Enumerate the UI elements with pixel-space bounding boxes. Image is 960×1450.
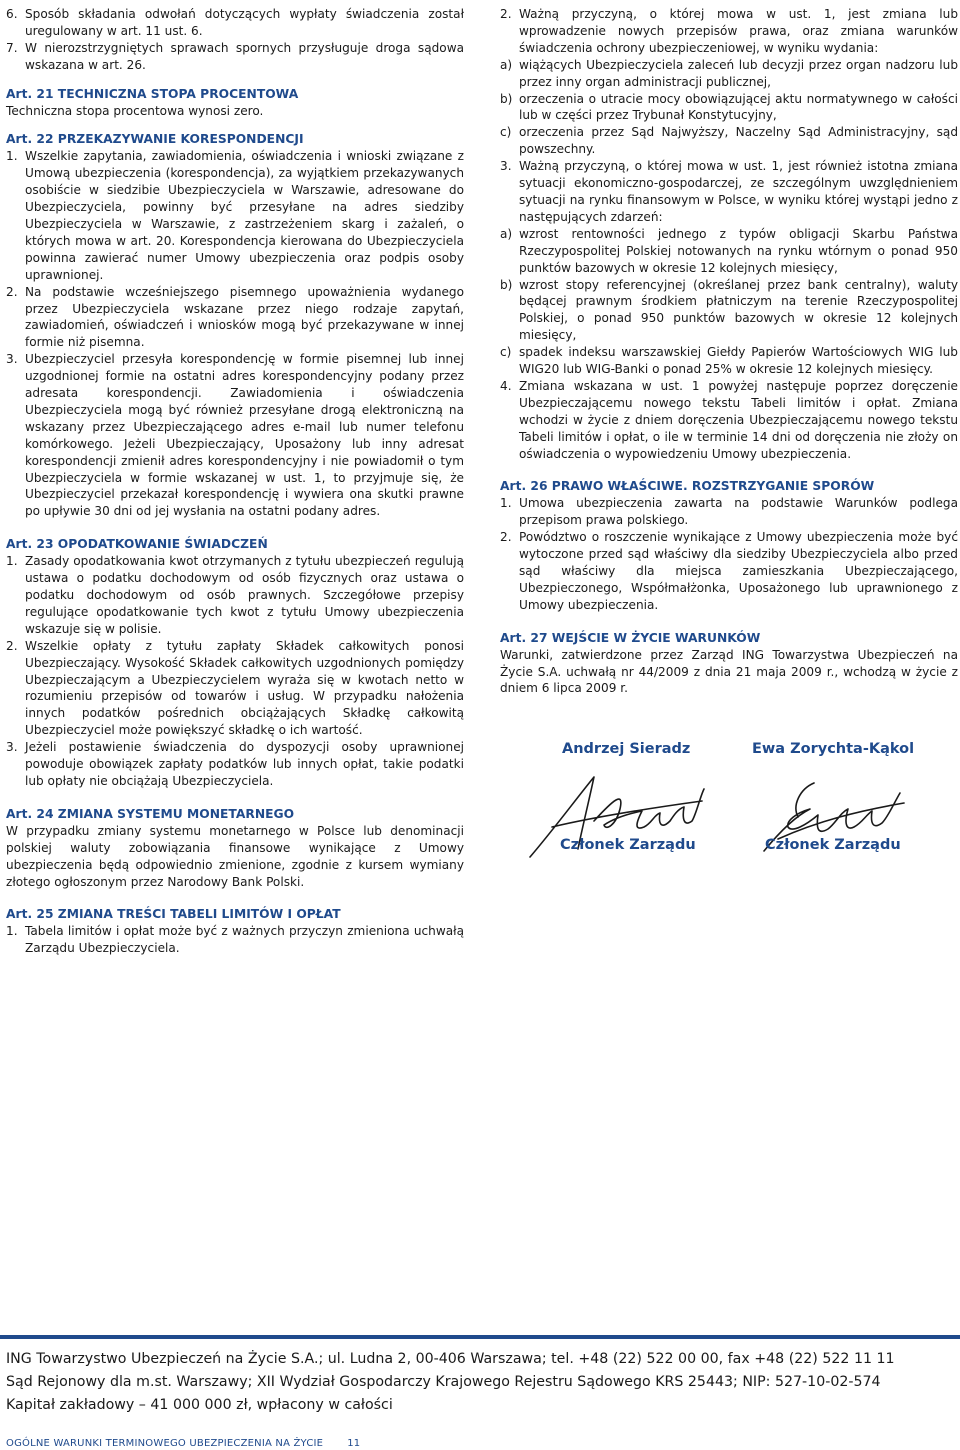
list-item <box>6 638 464 739</box>
item-text: spadek indeksu warszawskiej Giełdy Papierów Wartościowych WIG lub WIG20 lub WIG-Banki o ponad 25% w okresie 12 kolejnych miesięcy. <box>519 345 958 377</box>
item-number: 6. <box>6 7 18 21</box>
list-item <box>500 57 958 91</box>
item-number: 3. <box>6 740 18 755</box>
item-text: wzrost stopy referencyjnej (określanej przez bank centralny), waluty będącej prawnym środkiem płatniczym na terenie Rzeczypospolitej Polskiej, o ponad 950 punktów bazowych w okresie 12 kolejnych miesięcy, <box>519 277 958 343</box>
item-number: 4. <box>500 378 512 393</box>
item-text: Sposób składania odwołań dotyczących wypłaty świadczenia został uregulowany w art. 11 ust. 6. <box>25 7 464 38</box>
article-heading: Art. 22 PRZEKAZYWANIE KORESPONDENCJI <box>6 132 304 147</box>
item-text: Ważną przyczyną, o której mowa w ust. 1, jest zmiana lub wprowadzenie nowych przepisów prawa, oraz zmiana warunków świadczenia ochrony ubezpieczeniowej, w wyniku wydania: <box>519 7 958 55</box>
list-item <box>6 40 464 74</box>
footer-divider <box>0 1335 960 1339</box>
footer-doc-info <box>6 1438 360 1449</box>
list-item <box>500 124 958 158</box>
item-number: 2. <box>6 638 18 653</box>
item-number: 1. <box>500 496 512 511</box>
item-number: 3. <box>6 352 18 367</box>
footer-registry-line: Sąd Rejonowy dla m.st. Warszawy; XII Wydział Gospodarczy Krajowego Rejestru Sądowego KRS 25443; NIP: 527-10-02-574 <box>6 1374 881 1390</box>
item-number: 1. <box>6 924 18 939</box>
item-text: Wszelkie zapytania, zawiadomienia, oświadczenia i wnioski związane z Umową ubezpieczenia (korespondencja), za wyjątkiem przekazywanych osobiście w siedzibie Ubezpieczyciela w Warszawie, adresowane do Ubezpieczyciela, powinny być przesyłane na adres siedziby Ubezpieczyciela w Warszawie, z zastrzeżeniem skarg i zażaleń, o których mowa w art. 20. Korespondencja kierowana do Ubezpieczyciela powinna zawierać numer Umowy ubezpieczenia oraz podpis osoby uprawnionej. <box>25 149 464 282</box>
item-text: Jeżeli postawienie świadczenia do dyspozycji osoby uprawnionej powoduje obowiązek zapłaty podatków lub innych opłat, takie podatki lub opłaty nie obciążają Ubezpieczyciela. <box>25 740 464 788</box>
page-number: 11 <box>347 1438 361 1449</box>
item-text: Na podstawie wcześniejszego pisemnego upoważnienia wydanego przez Ubezpieczyciela wskazane przez niego rodzaje zapytań, zawiadomień, oświadczeń i wniosków mogą być przekazywane w innej formie niż pisemna. <box>25 284 464 350</box>
item-letter: c) <box>500 125 512 140</box>
article-text: Techniczna stopa procentowa wynosi zero. <box>6 103 264 118</box>
item-letter: b) <box>500 91 513 106</box>
item-text: orzeczenia o utracie mocy obowiązującej aktu normatywnego w całości lub w części przez Trybunał Konstytucyjny, <box>519 91 958 123</box>
signatory-role: Członek Zarządu <box>765 837 901 853</box>
list-item <box>6 6 464 40</box>
item-text: orzeczenia przez Sąd Najwyższy, Naczelny Sąd Administracyjny, sąd powszechny. <box>519 125 958 157</box>
article-heading: Art. 24 ZMIANA SYSTEMU MONETARNEGO <box>6 806 295 821</box>
footer-capital-line: Kapitał zakładowy – 41 000 000 zł, wpłacony w całości <box>6 1397 393 1413</box>
right-column <box>500 6 958 697</box>
signatures <box>500 735 958 865</box>
item-text: Zmiana wskazana w ust. 1 powyżej następuje poprzez doręczenie Ubezpieczającemu nowego tekstu Tabeli limitów i opłat. Zmiana wchodzi w życie z dniem doręczenia Ubezpieczającemu nowego tekstu Tabeli limitów i opłat, o ile w terminie 14 dni od doręczenia nie złoży on oświadczenia o wypowiedzeniu Umowy ubezpieczenia. <box>519 378 958 461</box>
item-text: Ważną przyczyną, o której mowa w ust. 1, jest również istotna zmiana sytuacji ekonomiczno-gospodarczej, ze szczególnym uwzględnieniem sytuacji na rynku finansowym w Polsce, w wyniku której wystąpi jedno z następujących zdarzeń: <box>519 159 958 224</box>
item-number: 1. <box>6 149 18 164</box>
document-title: OGÓLNE WARUNKI TERMINOWEGO UBEZPIECZENIA NA ŻYCIE <box>6 1438 324 1449</box>
item-number: 3. <box>500 159 512 174</box>
list-item <box>6 553 464 638</box>
list-item <box>500 344 958 378</box>
article-text: Warunki, zatwierdzone przez Zarząd ING Towarzystwa Ubezpieczeń na Życie S.A. uchwałą nr 44/2009 z dnia 21 maja 2009 r., wchodzą w życie z dniem 6 lipca 2009 r. <box>500 647 958 696</box>
left-column <box>6 6 464 957</box>
list-item <box>500 6 958 57</box>
item-number: 2. <box>500 530 512 545</box>
footer-company-line: ING Towarzystwo Ubezpieczeń na Życie S.A.; ul. Ludna 2, 00-406 Warszawa; tel. +48 (22) 522 00 00, fax +48 (22) 522 11 11 <box>6 1351 895 1367</box>
item-text: Wszelkie opłaty z tytułu zapłaty Składek całkowitych ponosi Ubezpieczający. Wysokość Składek całkowitych uzgodnionych pomiędzy Ubezpieczającym a Ubezpieczycielem wyraża się w kwotach netto w rozumieniu przepisów od towarów i usług. W przypadku nałożenia innych podatków pośrednich obciążających Składkę całkowitą Ubezpieczyciel może powiększyć składkę o ich wartość. <box>25 638 464 738</box>
list-item <box>500 91 958 125</box>
item-number: 7. <box>6 40 18 55</box>
list-item <box>6 351 464 520</box>
list-item <box>500 495 958 529</box>
article-heading: Art. 25 ZMIANA TREŚCI TABELI LIMITÓW I OPŁAT <box>6 907 341 922</box>
signatory-name: Ewa Zorychta-Kąkol <box>752 741 915 757</box>
item-letter: b) <box>500 277 513 292</box>
article-text: W przypadku zmiany systemu monetarnego w Polsce lub denominacji polskiej waluty zobowiązania finansowe wynikające z Umowy ubezpieczenia będą odpowiednio zmienione, zgodnie z kursem wymiany złotego ogłoszonym przez Narodowy Bank Polski. <box>6 823 464 889</box>
item-number: 2. <box>500 7 512 21</box>
list-item <box>500 277 958 345</box>
item-text: Zasady opodatkowania kwot otrzymanych z tytułu ubezpieczeń regulują ustawa o podatku dochodowym od osób fizycznych oraz ustawa o podatku dochodowym od osób prawnych. Szczegółowe przepisy regulujące opodatkowanie tych kwot z tytułu Umowy ubezpieczenia wskazuje się w polisie. <box>25 554 464 636</box>
signatory-role: Członek Zarządu <box>560 837 696 853</box>
list-item <box>6 148 464 283</box>
list-item <box>500 529 958 614</box>
item-text: wiążących Ubezpieczyciela zaleceń lub decyzji przez organ nadzoru lub przez inny organ administracji publicznej, <box>519 57 958 89</box>
item-text: wzrost rentowności jednego z typów obligacji Skarbu Państwa Rzeczypospolitej Polskiej notowanych na rynku wtórnym o ponad 950 punktów bazowych w okresie 12 kolejnych miesięcy, <box>519 226 958 275</box>
article-heading: Art. 23 OPODATKOWANIE ŚWIADCZEŃ <box>6 537 268 552</box>
item-text: Umowa ubezpieczenia zawarta na podstawie Warunków podlega przepisom prawa polskiego. <box>519 496 958 528</box>
item-text: Powództwo o roszczenie wynikające z Umowy ubezpieczenia może być wytoczone przed sąd właściwy dla siedziby Ubezpieczyciela albo przed sąd właściwy dla miejsca zamieszkania Ubezpieczającego, Ubezpieczonego, Współmałżonka, Uposażonego lub uprawnionego z Umowy ubezpieczenia. <box>519 530 958 612</box>
article-heading: Art. 21 TECHNICZNA STOPA PROCENTOWA <box>6 86 299 101</box>
list-item <box>6 284 464 352</box>
item-text: W nierozstrzygniętych sprawach spornych przysługuje droga sądowa wskazana w art. 26. <box>25 40 464 72</box>
list-item <box>6 923 464 957</box>
item-letter: a) <box>500 57 513 72</box>
list-item <box>500 378 958 463</box>
item-text: Tabela limitów i opłat może być z ważnych przyczyn zmieniona uchwałą Zarządu Ubezpieczyciela. <box>25 924 464 956</box>
item-number: 1. <box>6 554 18 569</box>
article-heading: Art. 26 PRAWO WŁAŚCIWE. ROZSTRZYGANIE SPORÓW <box>500 479 875 494</box>
item-number: 2. <box>6 284 18 299</box>
list-item <box>6 739 464 790</box>
item-text: Ubezpieczyciel przesyła korespondencję w formie pisemnej lub innej uzgodnionej formie na ostatni adres korespondencyjny podany przez adresata korespondencji. Zawiadomienia i oświadczenia Ubezpieczyciela mogą być również przesyłane drogą elektroniczną na wskazany przez Ubezpieczającego adres e-mail lub numer telefonu komórkowego. Jeżeli Ubezpieczający, Uposażony lub inny adresat korespondencji zmienił adres korespondencyjny i nie powiadomił o tym Ubezpieczyciela w formie wskazanej w ust. 1, to przyjmuje się, że Ubezpieczyciel przekazał korespondencję i wywiera ona skutki prawne po upływie 30 dni od jej wysłania na ostatni podany adres. <box>25 352 464 519</box>
signatory-name: Andrzej Sieradz <box>562 741 691 757</box>
article-heading: Art. 27 WEJŚCIE W ŻYCIE WARUNKÓW <box>500 630 761 645</box>
item-letter: a) <box>500 226 513 241</box>
list-item <box>500 158 958 226</box>
list-item <box>500 226 958 277</box>
item-letter: c) <box>500 345 512 360</box>
